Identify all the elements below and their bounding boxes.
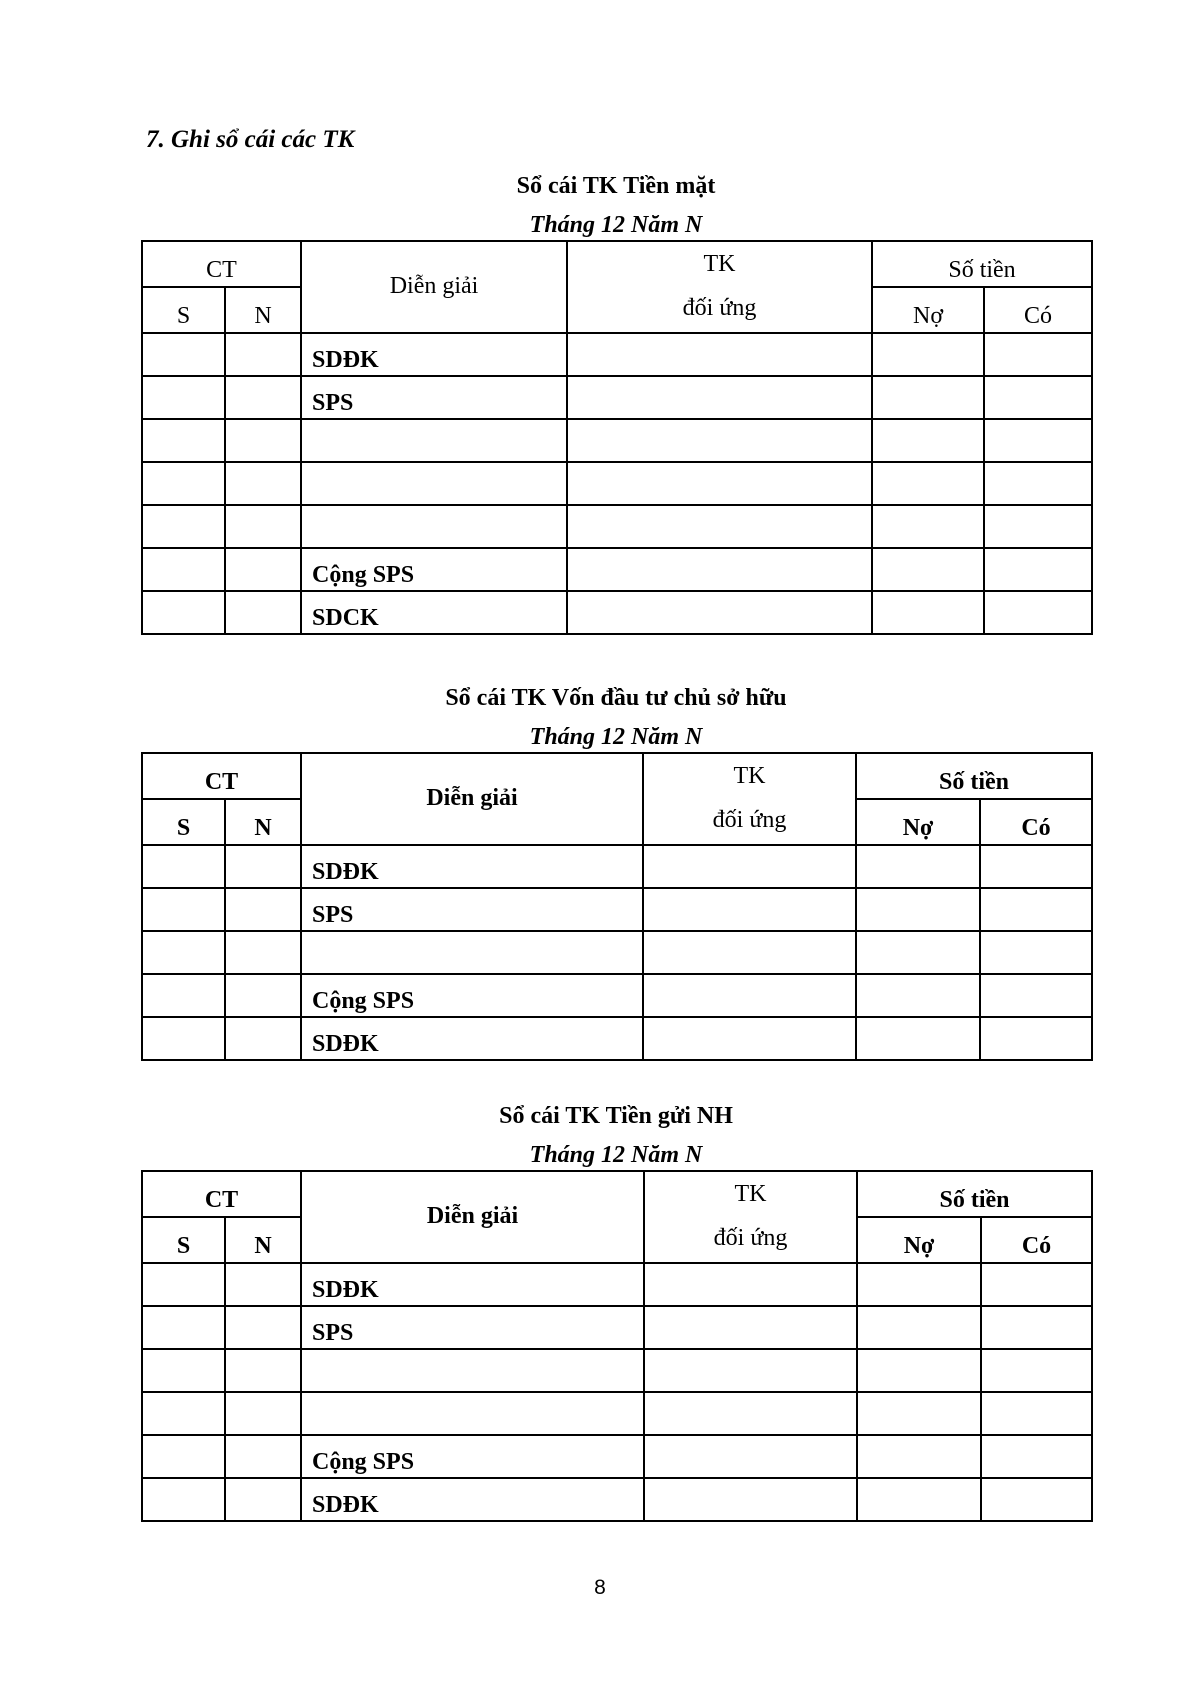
row-description: SPS [301, 1306, 644, 1349]
page-number: 8 [594, 1576, 606, 1599]
header-s: S [142, 287, 225, 333]
header-ct: CT [142, 241, 301, 287]
row-description: SPS [301, 888, 643, 931]
header-tk [567, 241, 872, 333]
row-description [301, 1349, 644, 1392]
row-description [301, 931, 643, 974]
ledger-table [141, 752, 1093, 1061]
header-tk-line2: đối ứng [712, 807, 787, 833]
row-description: SDĐK [301, 845, 643, 888]
ledger-period: Tháng 12 Năm N [529, 724, 703, 750]
header-n: N [225, 799, 301, 845]
header-description: Diễn giải [301, 241, 567, 333]
table-row [142, 333, 1092, 376]
ledger-period: Tháng 12 Năm N [529, 212, 703, 238]
table-row [142, 591, 1092, 634]
ledger-cash [141, 166, 1091, 635]
ledger-period: Tháng 12 Năm N [529, 1142, 703, 1168]
table-row [142, 888, 1092, 931]
ledger-table [141, 240, 1093, 635]
table-row [142, 1478, 1092, 1521]
header-n: N [225, 287, 301, 333]
header-s: S [142, 1217, 225, 1263]
header-n: N [225, 1217, 301, 1263]
header-s: S [142, 799, 225, 845]
ledger-table [141, 1170, 1093, 1522]
table-row [142, 931, 1092, 974]
header-ct: CT [142, 1171, 301, 1217]
ledger-owner-equity [141, 678, 1091, 1061]
row-description: Cộng SPS [301, 974, 643, 1017]
ledger-title: Sổ cái TK Tiền gửi NH [499, 1103, 733, 1129]
table-row [142, 1263, 1092, 1306]
table-row [142, 1435, 1092, 1478]
row-description: Cộng SPS [301, 1435, 644, 1478]
header-debit: Nợ [872, 287, 984, 333]
row-description: SPS [301, 376, 567, 419]
row-description: SDĐK [301, 1017, 643, 1060]
table-row [142, 1349, 1092, 1392]
section-heading: 7. Ghi sổ cái các TK [146, 126, 355, 153]
table-row [142, 1392, 1092, 1435]
ledger-bank-deposit [141, 1096, 1091, 1522]
table-row [142, 419, 1092, 462]
header-debit: Nợ [856, 799, 980, 845]
row-description: SDĐK [301, 1263, 644, 1306]
row-description [301, 462, 567, 505]
header-ct: CT [142, 753, 301, 799]
table-row [142, 1017, 1092, 1060]
header-tk-line1: TK [734, 1181, 767, 1207]
table-row [142, 974, 1092, 1017]
ledger-title: Sổ cái TK Vốn đầu tư chủ sở hữu [445, 685, 787, 711]
table-row [142, 548, 1092, 591]
header-tk-line1: TK [733, 763, 766, 789]
header-debit: Nợ [857, 1217, 981, 1263]
row-description [301, 419, 567, 462]
header-tk [644, 1171, 857, 1263]
table-row [142, 376, 1092, 419]
header-tk [643, 753, 856, 845]
header-credit: Có [981, 1217, 1092, 1263]
table-row [142, 462, 1092, 505]
row-description: SDĐK [301, 333, 567, 376]
table-row [142, 505, 1092, 548]
header-amount: Số tiền [857, 1171, 1092, 1217]
header-description: Diễn giải [301, 753, 643, 845]
header-credit: Có [984, 287, 1092, 333]
header-tk-line2: đối ứng [713, 1225, 788, 1251]
row-description: Cộng SPS [301, 548, 567, 591]
ledger-title: Sổ cái TK Tiền mặt [516, 173, 716, 199]
row-description [301, 505, 567, 548]
header-amount: Số tiền [856, 753, 1092, 799]
row-description: SDCK [301, 591, 567, 634]
header-tk-line1: TK [703, 251, 736, 277]
row-description: SDĐK [301, 1478, 644, 1521]
table-row [142, 845, 1092, 888]
table-row [142, 1306, 1092, 1349]
header-amount: Số tiền [872, 241, 1092, 287]
header-description: Diễn giải [301, 1171, 644, 1263]
header-tk-line2: đối ứng [682, 295, 757, 321]
row-description [301, 1392, 644, 1435]
header-credit: Có [980, 799, 1092, 845]
